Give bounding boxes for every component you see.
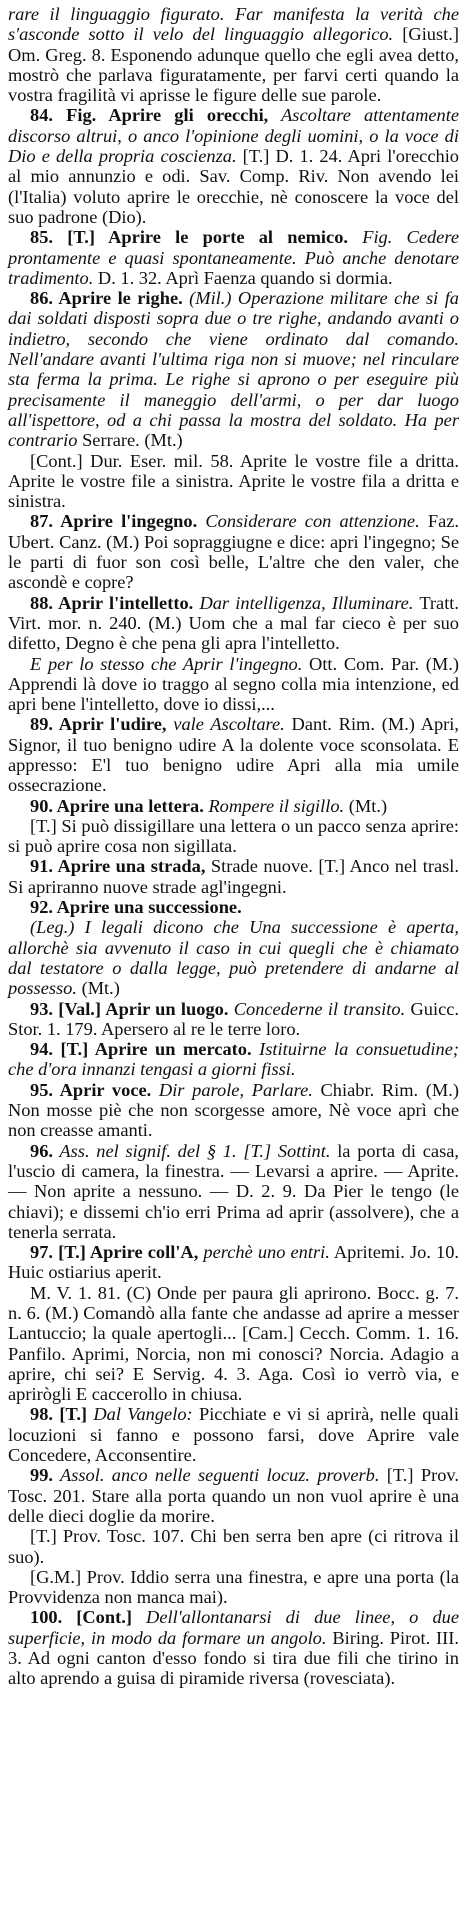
entry-definition: Ass. nel signif. del § 1. [T.] Sottint. xyxy=(53,1140,331,1161)
entry-number: 99. xyxy=(30,1465,53,1486)
entry-citation: (Mt.) xyxy=(344,795,388,816)
entry-headword: Aprire una lettera. xyxy=(53,795,204,816)
entry-citation: M. V. 1. 81. (C) Onde per paura gli aprirono. Bocc. g. 7. n. 6. (M.) Comandò alla fante che andasse ad aprire a messer Lantuccio; la quale apertogli... [Cam.] Cecch. Comm. 1. 16. Panfilo. Aprimi, Norcia, non mi conosci? Norcia. Adagio a aprire, chi sei? E Servig. 4. 3. Aga. Così io verrò via, e aprirògli E caccerollo in chiusa. xyxy=(8,1282,459,1405)
entry-citation: [T.] Si può dissigillare una lettera o un pacco senza aprire: si può aprire cosa non sigillata. xyxy=(8,815,459,857)
entry-number: 93. xyxy=(30,998,53,1019)
entry-citation: Dant. Rim. (M.) Apri, Signor, il tuo benigno udire A la dolente voce sconsolata. E appresso: E'l tuo benigno udire Apri alla mia umile ossecrazione. xyxy=(8,714,459,796)
entry-headword: Aprire l'ingegno. xyxy=(53,511,198,532)
entry-citation: Apritemi. Jo. 10. Huic ostiarius aperit. xyxy=(8,1242,459,1283)
entry-number: 96. xyxy=(30,1140,53,1161)
entry-citation: Picchiate e vi si aprirà, nelle quali locuzioni si fanno e possono farsi, dove Aprire vale Concedere, Acconsentire. xyxy=(8,1404,459,1466)
entry-number: 100. xyxy=(30,1607,63,1628)
entry-number: 91. xyxy=(30,856,53,877)
entry-paragraph xyxy=(8,1607,459,1688)
entry-number: 98. xyxy=(30,1404,53,1425)
entry-definition: Dar intelligenza, Illuminare. xyxy=(193,592,414,613)
entry-paragraph xyxy=(8,227,459,288)
entry-citation: D. 1. 32. Aprì Faenza quando si dormia. xyxy=(93,267,393,288)
entry-number: 87. xyxy=(30,511,53,532)
entry-paragraph xyxy=(8,288,459,450)
entry-definition: (Leg.) I legali dicono che Una successione è aperta, allorchè sia avvenuto il caso in cui quegli che è chiamato dal testatore o dalla legge, può pretendere di andarne al possesso. xyxy=(8,917,459,999)
entry-definition: perchè uno entri. xyxy=(198,1242,330,1263)
entry-citation: [G.M.] Prov. Iddio serra una finestra, e apre una porta (la Provvidenza non manca mai). xyxy=(8,1566,459,1608)
entry-number: 86. xyxy=(30,288,53,309)
entry-number: 84. xyxy=(30,105,53,126)
entry-paragraph xyxy=(8,917,459,998)
entry-definition: E per lo stesso che Aprir l'ingegno. xyxy=(30,653,303,674)
entry-citation: [Giust.] Om. Greg. 8. Esponendo adunque quello che egli avea detto, mostrò che parlava figuratamente, per farvi certi quando la vostra fragilità vi aprisse le figure delle sue parole. xyxy=(8,24,459,106)
entry-citation: Guicc. Stor. 1. 179. Apersero al re le terre loro. xyxy=(8,998,459,1039)
entry-citation: Tratt. Virt. mor. n. 240. (M.) Uom che a mal far cieco è per suo difetto, Degno è che pena gli apra l'intelletto. xyxy=(8,592,460,654)
entry-headword: [T.] Aprire le porte al nemico. xyxy=(53,227,348,248)
entry-definition: Considerare con attenzione. xyxy=(197,511,420,532)
entry-citation: [T.] D. 1. 24. Apri l'orecchio al mio annunzio e odi. Sav. Comp. Riv. Non avendo lei (l'Italia) voluto aprire le orecchie, nè conoscere la voce del suo padrone (Dio). xyxy=(8,146,459,227)
entry-definition: vale Ascoltare. xyxy=(166,714,285,735)
entry-number: 90. xyxy=(30,795,53,816)
entry-citation: [T.] Prov. Tosc. 201. Stare alla porta quando un non vuol aprire è una delle dieci doglie da morire. xyxy=(8,1465,459,1526)
entry-paragraph xyxy=(8,856,459,897)
entry-definition: Fig. Cedere prontamente e quasi spontaneamente. Può anche denotare tradimento. xyxy=(8,227,459,288)
entry-headword: [T.] Aprire un mercato. xyxy=(53,1039,252,1060)
entry-headword: [T.] Aprire coll'A, xyxy=(53,1242,199,1263)
entry-paragraph xyxy=(8,897,459,917)
entry-paragraph xyxy=(8,1567,459,1608)
entry-number: 88. xyxy=(30,592,53,613)
entry-paragraph xyxy=(8,1283,459,1405)
entry-number: 95. xyxy=(30,1079,53,1100)
entry-number: 92. xyxy=(30,897,53,918)
entry-definition: Concederne il transito. xyxy=(228,998,406,1019)
entry-headword: Aprire una successione. xyxy=(53,897,242,918)
entry-number: 85. xyxy=(30,227,53,248)
entry-definition: Assol. anco nelle seguenti locuz. proverb. xyxy=(53,1465,380,1486)
entry-paragraph xyxy=(8,654,459,715)
entry-definition: Rompere il sigillo. xyxy=(203,795,345,816)
entry-paragraph xyxy=(8,105,459,227)
entry-paragraph xyxy=(8,593,459,654)
entry-paragraph xyxy=(8,511,459,592)
entry-headword: Aprir l'udire, xyxy=(53,714,167,735)
entry-number: 97. xyxy=(30,1242,53,1263)
entry-citation: Ott. Com. Par. (M.) Apprendi là dove io traggo al segno colla mia intenzione, ed apri bene l'intelletto, dove io dissi,... xyxy=(8,653,459,715)
entry-citation: [Cont.] Dur. Eser. mil. 58. Aprite le vostre file a dritta. Aprite le vostre file a sinistra. Aprite le vostre fila a dritta e sinistra. xyxy=(8,450,459,512)
entry-headword: [T.] xyxy=(53,1404,88,1425)
entry-citation: Strade nuove. [T.] Anco nel trasl. Si apriranno nuove strade agl'ingegni. xyxy=(8,856,459,897)
entry-paragraph xyxy=(8,1465,459,1526)
entry-paragraph xyxy=(8,816,459,857)
entry-headword: Aprir voce. xyxy=(53,1079,152,1100)
entry-headword: Aprire una strada, xyxy=(53,856,206,877)
entry-paragraph xyxy=(8,1080,459,1141)
entry-citation: Serrare. (Mt.) xyxy=(77,430,183,451)
entry-headword: [Val.] Aprir un luogo. xyxy=(53,998,229,1019)
entry-number: 94. xyxy=(30,1039,53,1060)
entry-citation: la porta di casa, l'uscio di camera, la finestra. — Levarsi a aprire. — Aprite. — Non aprite a nessuno. — D. 2. 9. Da Pier le tengo (le chiavi); e dissemi ch'io erri Prima ad aprir (assolvere), che a tenerla serrata. xyxy=(8,1140,460,1242)
entry-paragraph xyxy=(8,999,459,1040)
entry-definition: Istituirne la consuetudine; che d'ora innanzi tengasi a giorni fissi. xyxy=(8,1039,459,1080)
entry-definition: Dal Vangelo: xyxy=(87,1404,193,1425)
entry-paragraph xyxy=(8,451,459,512)
entry-definition: Dir parole, Parlare. xyxy=(151,1079,313,1100)
entry-paragraph xyxy=(8,714,459,795)
entry-headword: Aprire le righe. xyxy=(53,288,183,309)
entry-paragraph xyxy=(8,1404,459,1465)
entry-paragraph xyxy=(8,1039,459,1080)
entry-citation: Biring. Pirot. III. 3. Ad ogni canton d'esso fondo si tira due fili che tirino in alto aprendo a guisa di piramide riversa (rovesciata). xyxy=(8,1627,459,1689)
entry-paragraph xyxy=(8,796,459,816)
entry-citation: [T.] Prov. Tosc. 107. Chi ben serra ben apre (ci ritrova il suo). xyxy=(8,1526,459,1567)
entry-citation: Faz. Ubert. Canz. (M.) Poi sopraggiugne e dice: apri l'ingegno; Se le parti di fuor son così belle, L'altre che den valer, che ascondè e copre? xyxy=(8,511,459,593)
entry-definition: Dell'allontanarsi di due linee, o due superficie, in modo da formare un angolo. xyxy=(8,1607,459,1648)
entry-citation: (Mt.) xyxy=(76,978,120,999)
entry-citation: Chiabr. Rim. (M.) Non mosse piè che non scorgesse amore, Nè voce aprì che non creasse amanti. xyxy=(8,1079,459,1141)
entry-paragraph xyxy=(8,1141,459,1242)
entry-paragraph xyxy=(8,1242,459,1283)
entry-headword: Fig. Aprire gli orecchi, xyxy=(53,105,269,126)
entry-headword: [Cont.] xyxy=(62,1607,132,1628)
entry-definition: Ascoltare attentamente discorso altrui, o anco l'opinione degli uomini, o la voce di Dio e della propria coscienza. xyxy=(8,105,459,167)
entry-paragraph xyxy=(8,4,459,105)
entry-number: 89. xyxy=(30,714,53,735)
entry-headword: Aprir l'intelletto. xyxy=(53,592,194,613)
entry-paragraph xyxy=(8,1526,459,1567)
entry-definition: rare il linguaggio figurato. Far manifesta la verità che s'asconde sotto il velo del linguaggio allegorico. xyxy=(8,4,459,45)
entry-definition: (Mil.) Operazione militare che si fa dai soldati disposti sopra due o tre righe, andando avanti o indietro, secondo che viene ordinato dal comando. Nell'andare avanti l'ultima riga non si muove; nel rinculare sta ferma la prima. Le righe si aprono o per eseguire più precisamente il maneggio dell'armi, o per dar luogo all'ispettore, od a chi passa la mostra del soldato. Ha per contrario xyxy=(8,288,459,451)
